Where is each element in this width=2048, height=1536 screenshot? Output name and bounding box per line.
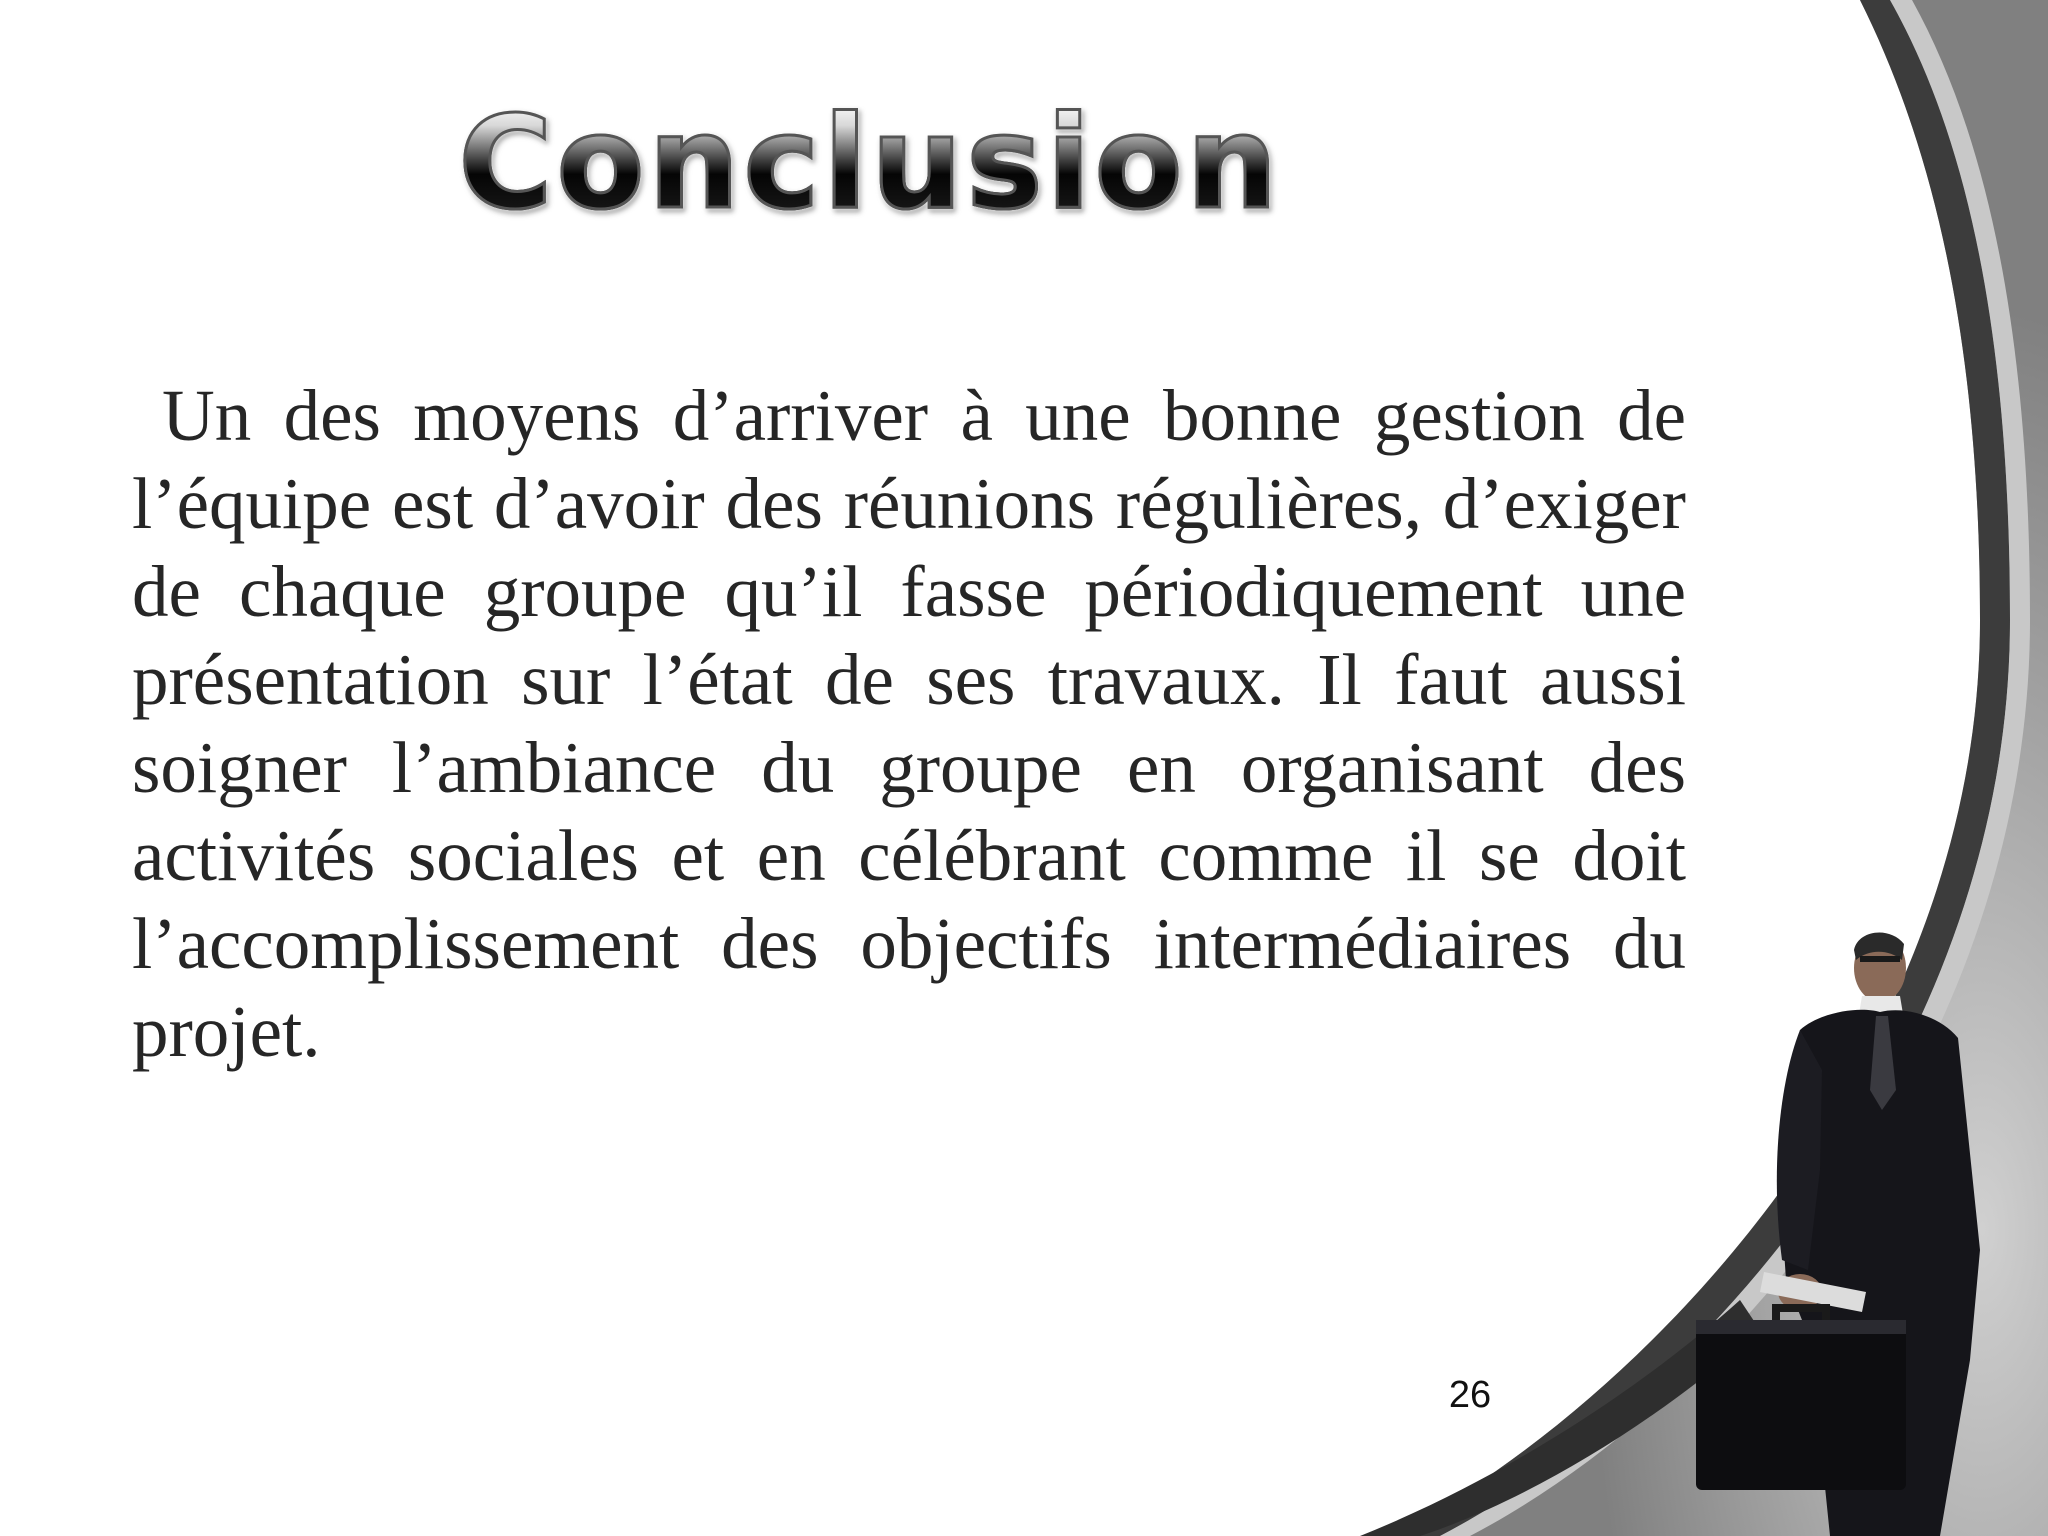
slide-title: Conclusion [0,100,1740,228]
slide-body-text: Un des moyens d’arriver à une bonne gestion de l’équipe est d’avoir des réunions régulières, d’exiger de chaque groupe qu’il fasse périodiquement une présentation sur l’état de ses travaux. Il faut aussi soigner l’ambiance du groupe en organisant des activités sociales et en célébrant comme il se doit l’accomplissement des objectifs intermédiaires du projet. [132,375,1686,1072]
page-number: 26 [1448,1374,1492,1416]
businessman-with-briefcase-icon [1690,920,2048,1536]
